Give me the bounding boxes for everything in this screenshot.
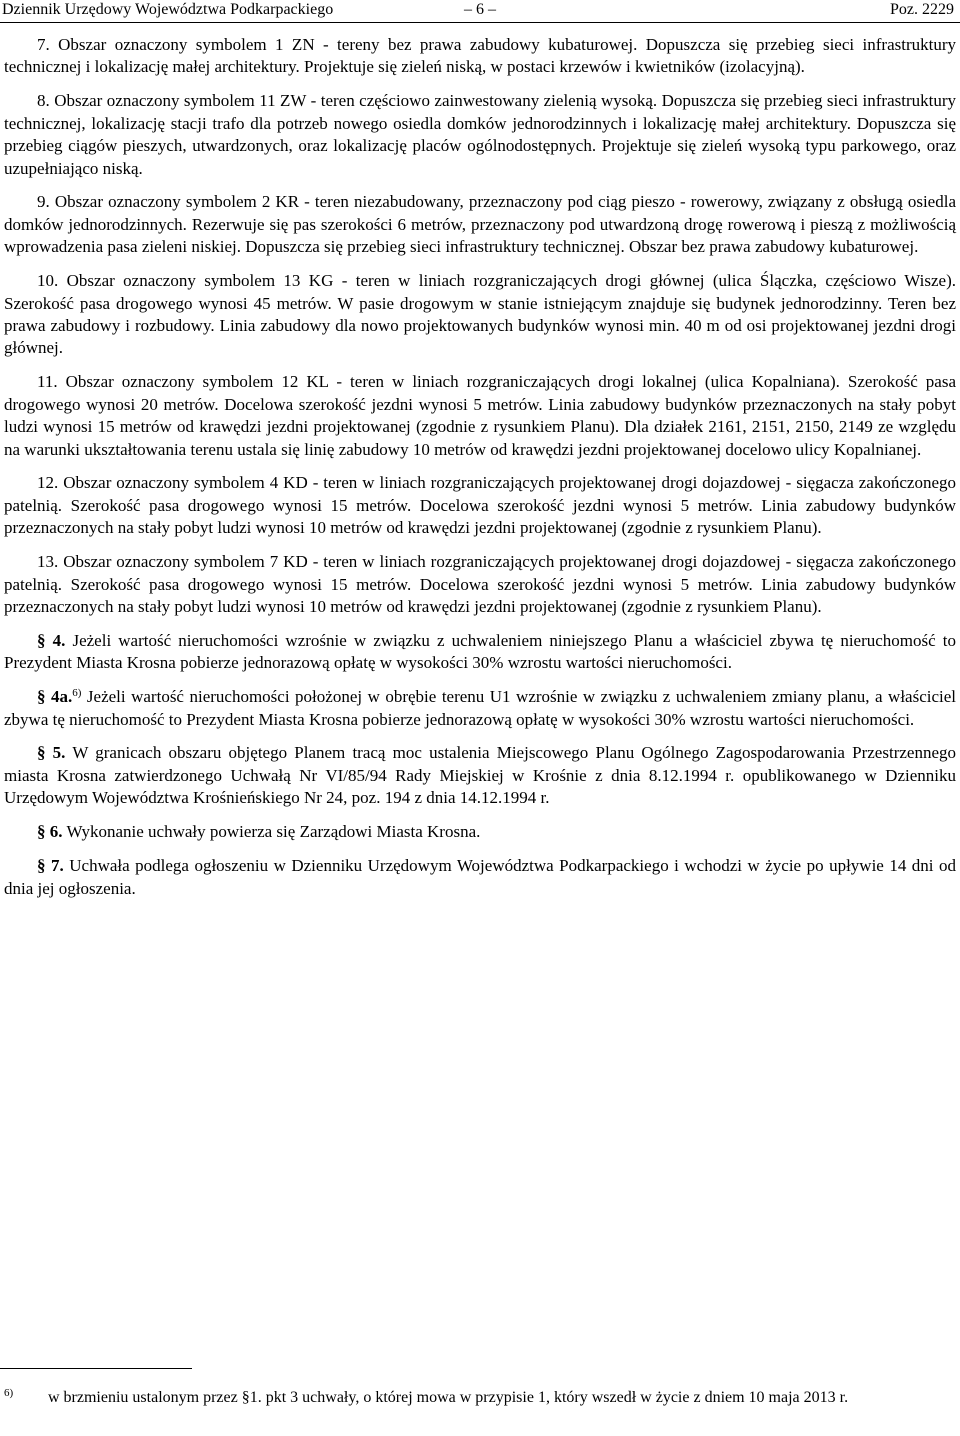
- section-label: § 4.: [37, 630, 66, 650]
- section-text: W granicach obszaru objętego Planem tracą moc ustalenia Miejscowego Planu Ogólnego Zagospodarowania Przestrzennego miasta Krosna zatwierdzonego Uchwałą Nr VI/85/94 Rady Miejskiej w Krośnie z dnia 8.12.1994 r. opublikowanego w Dzienniku Urzędowym Województwa Krośnieńskiego Nr 24, poz. 194 z dnia 14.12.1994 r.: [4, 743, 956, 808]
- footnote-mark-sup: 6): [4, 1387, 14, 1399]
- page-number: – 6 –: [464, 1, 496, 18]
- section-text: Jeżeli wartość nieruchomości położonej w obrębie terenu U1 wzrośnie w związku z uchwaleniem zmiany planu, a właściciel zbywa tę nieruchomość to Prezydent Miasta Krosna pobierze jednorazową opłatę w wysokości 30% wzrostu wartości nieruchomości.: [4, 687, 957, 729]
- section-4a: [4, 686, 956, 731]
- header-divider: [0, 22, 960, 23]
- paragraph-8: 8. Obszar oznaczony symbolem 11 ZW - teren częściowo zainwestowany zielenią wysoką. Dopuszcza się przebieg sieci infrastruktury technicznej, lokalizację stacji trafo dla potrzeb nowego osiedla domków jednorodzinnych i lokalizację małej architektury. Dopuszcza się przebieg ciągów pieszych, utwardzonych, oraz lokalizację placów ogólnodostępnych. Projektuje się zieleń wysoką typu parkowego, oraz uzupełniająco niską.: [4, 91, 956, 178]
- section-label: § 6.: [37, 822, 63, 842]
- section-7: [4, 855, 956, 900]
- section-text: Uchwała podlega ogłoszeniu w Dzienniku Urzędowym Województwa Podkarpackiego i wchodzi w życie po upływie 14 dni od dnia jej ogłoszenia.: [4, 856, 957, 898]
- section-6: [4, 821, 956, 843]
- paragraph-9: 9. Obszar oznaczony symbolem 2 KR - teren niezabudowany, przeznaczony pod ciąg pieszo - rowerowy, związany z obsługą osiedla domków jednorodzinnych. Rezerwuje się pas szerokości 6 metrów, przeznaczony pod utwardzoną drogę rowerową i pieszą z możliwością wprowadzenia pasa zieleni niskiej. Dopuszcza się przebieg sieci infrastruktury technicznej. Obszar bez prawa zabudowy kubaturowej.: [4, 192, 956, 257]
- section-text: Jeżeli wartość nieruchomości wzrośnie w związku z uchwaleniem niniejszego Planu a właściciel zbywa tę nieruchomość to Prezydent Miasta Krosna pobierze jednorazową opłatę w wysokości 30% wzrostu wartości nieruchomości.: [4, 630, 957, 673]
- footnote-reference[interactable]: 6): [72, 687, 82, 700]
- section-5: [4, 742, 956, 809]
- journal-title: Dziennik Urzędowy Województwa Podkarpackiego: [2, 1, 334, 18]
- footnote-text-block: [4, 1388, 956, 1409]
- paragraph-11: 11. Obszar oznaczony symbolem 12 KL - teren w liniach rozgraniczających drogi lokalnej (ulica Kopalniana). Szerokość pasa drogowego wynosi 20 metrów. Docelowa szerokość jezdni wynosi 5 metrów. Linia zabudowy budynków przeznaczonych na stały pobyt ludzi wynosi 15 metrów od krawędzi jezdni projektowanej (zgodnie z rysunkiem Planu). Dla działek 2161, 2151, 2150, 2149 ze względu na warunki ukształtowania terenu ustala się linię zabudowy 10 metrów od krawędzi jezdni projektowanej docelowo ulicy Kopalnianej.: [4, 372, 956, 459]
- section-4: [4, 630, 956, 675]
- section-label: § 7.: [37, 856, 64, 876]
- section-label: § 5.: [37, 743, 66, 763]
- position-number: Poz. 2229: [890, 1, 954, 18]
- footnote-mark: [4, 1388, 48, 1409]
- document-body: [4, 34, 956, 911]
- footnote-divider: [0, 1368, 192, 1369]
- section-label: § 4a.: [37, 687, 73, 707]
- paragraph-10: 10. Obszar oznaczony symbolem 13 KG - teren w liniach rozgraniczających drogi głównej (ulica Ślączka, częściowo Wisze). Szerokość pasa drogowego wynosi 45 metrów. W pasie drogowym w stanie istniejącym znajduje się budynek jednorodzinny. Teren bez prawa zabudowy i rozbudowy. Linia zabudowy dla nowo projektowanych budynków wynosi min. 40 m od osi projektowanej jezdni drogi głównej.: [4, 271, 956, 358]
- footnote: [4, 1388, 956, 1409]
- section-text: Wykonanie uchwały powierza się Zarządowi Miasta Krosna.: [66, 822, 481, 842]
- page-header: [0, 0, 960, 20]
- paragraph-12: 12. Obszar oznaczony symbolem 4 KD - teren w liniach rozgraniczających projektowanej drogi dojazdowej - sięgacza zakończonego patelnią. Szerokość pasa drogowego wynosi 15 metrów. Docelowa szerokość jezdni wynosi 5 metrów. Linia zabudowy budynków przeznaczonych na stały pobyt ludzi wynosi 10 metrów od krawędzi jezdni projektowanej (zgodnie z rysunkiem Planu).: [4, 473, 956, 538]
- paragraph-7: 7. Obszar oznaczony symbolem 1 ZN - tereny bez prawa zabudowy kubaturowej. Dopuszcza się przebieg sieci infrastruktury technicznej i lokalizację małej architektury. Projektuje się zieleń niską, w postaci krzewów i kwietników (izolacyjną).: [4, 35, 956, 77]
- paragraph-13: 13. Obszar oznaczony symbolem 7 KD - teren w liniach rozgraniczających projektowanej drogi dojazdowej - sięgacza zakończonego patelnią. Szerokość pasa drogowego wynosi 15 metrów. Docelowa szerokość jezdni wynosi 5 metrów. Linia zabudowy budynków przeznaczonych na stały pobyt ludzi wynosi 10 metrów od krawędzi jezdni projektowanej (zgodnie z rysunkiem Planu).: [4, 552, 956, 616]
- footnote-text: w brzmieniu ustalonym przez §1. pkt 3 uchwały, o której mowa w przypisie 1, który wszedł w życie z dniem 10 maja 2013 r.: [48, 1389, 849, 1406]
